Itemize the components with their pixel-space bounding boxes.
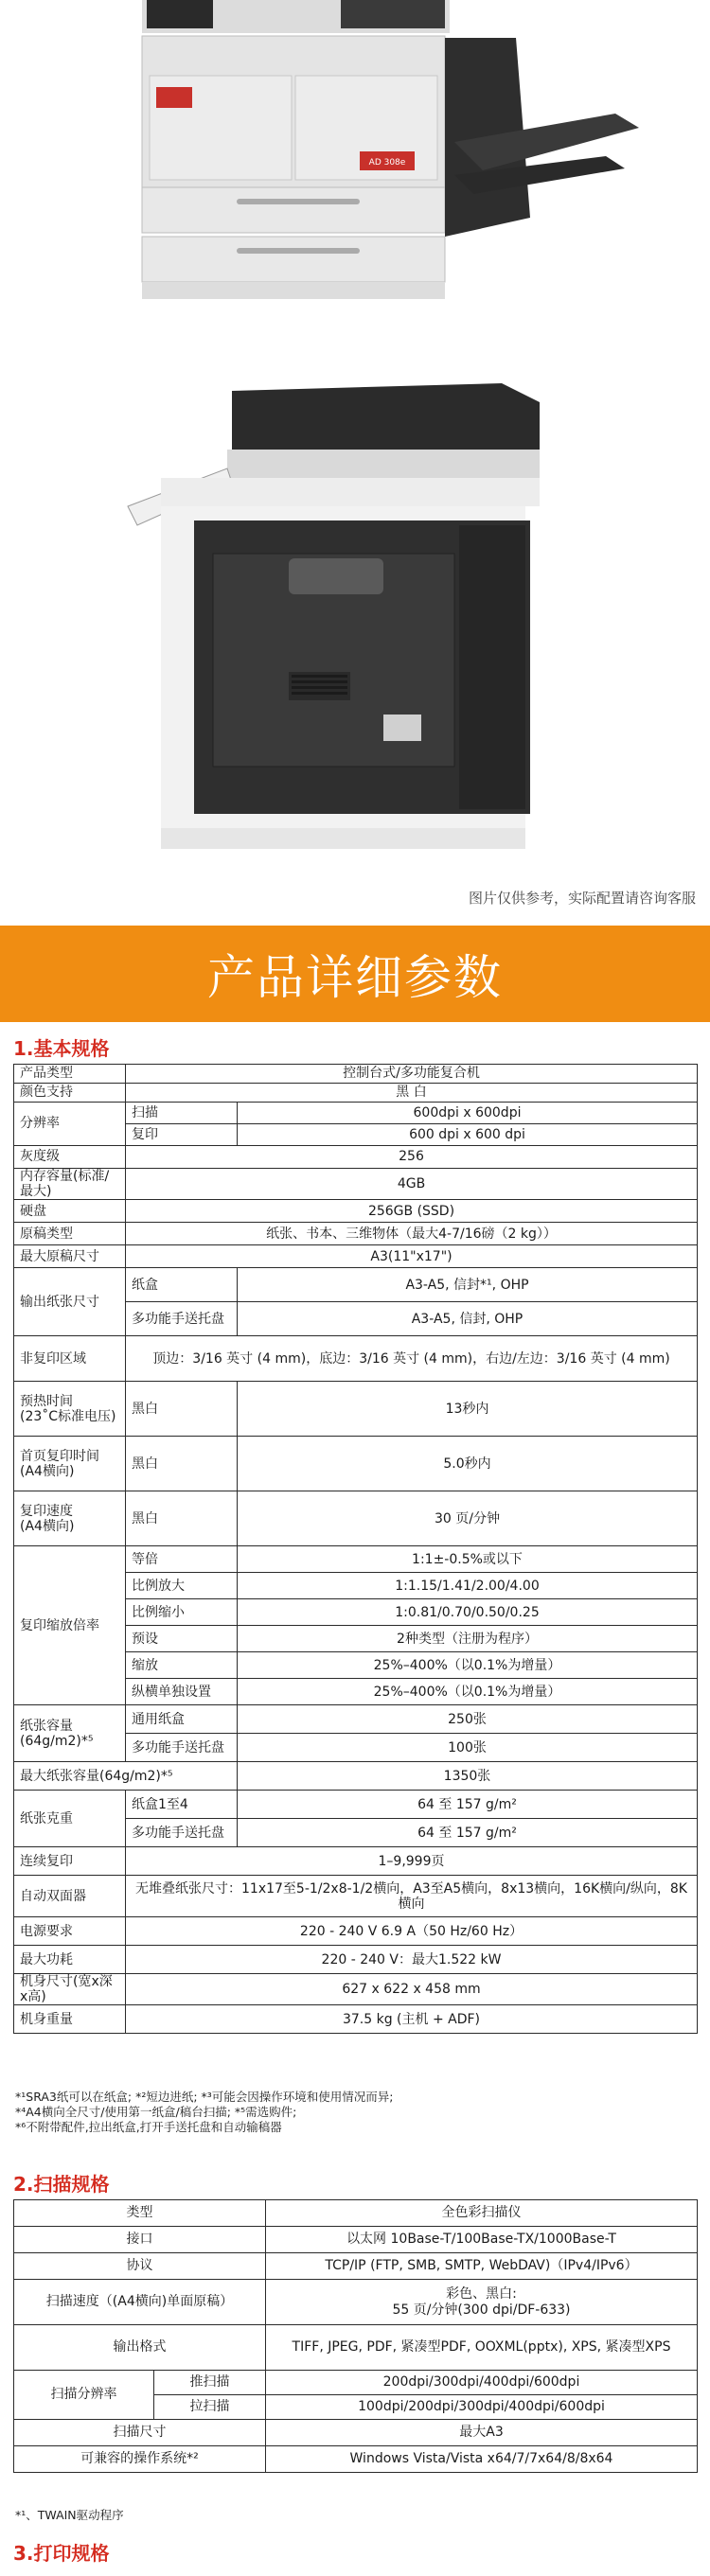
spec-sub: 拉扫描 <box>154 2395 266 2420</box>
table-row <box>14 1169 698 1200</box>
spec-value: 控制台式/多功能复合机 <box>126 1065 698 1084</box>
spec-key: 纸张克重 <box>14 1791 126 1847</box>
basic-spec-table <box>13 1064 698 2034</box>
copier-back-illustration <box>0 374 710 866</box>
spec-value: 256GB (SSD) <box>126 1200 698 1223</box>
spec-key: 内存容量(标准/最大) <box>14 1169 126 1200</box>
spec-key: 扫描尺寸 <box>14 2420 266 2446</box>
spec-key: 产品类型 <box>14 1065 126 1084</box>
product-photo-front <box>0 0 710 322</box>
spec-sub: 预设 <box>126 1626 238 1652</box>
spec-sub: 多功能手送托盘 <box>126 1302 238 1336</box>
spec-key: 预热时间 (23˚C标准电压) <box>14 1382 126 1437</box>
spec-value: A3(11"x17") <box>126 1245 698 1268</box>
spec-key: 最大功耗 <box>14 1946 126 1974</box>
spec-sub: 多功能手送托盘 <box>126 1819 238 1847</box>
spec-value: 顶边：3/16 英寸 (4 mm)，底边：3/16 英寸 (4 mm)，右边/左边：3/16 英寸 (4 mm) <box>126 1336 698 1382</box>
table-row <box>14 1791 698 1819</box>
spec-value: TCP/IP (FTP, SMB, SMTP, WebDAV)（IPv4/IPv6） <box>266 2253 698 2280</box>
spec-value: 100dpi/200dpi/300dpi/400dpi/600dpi <box>266 2395 698 2420</box>
spec-key: 非复印区域 <box>14 1336 126 1382</box>
copier-front-illustration <box>0 0 710 322</box>
spec-value: 1:1±-0.5%或以下 <box>238 1546 698 1573</box>
table-row <box>14 1762 698 1791</box>
table-row <box>14 1847 698 1876</box>
spec-sub: 纸盒1至4 <box>126 1791 238 1819</box>
table-row <box>14 1223 698 1245</box>
table-row <box>14 1065 698 1084</box>
table-row <box>14 1705 698 1734</box>
table-row <box>14 1382 698 1437</box>
table-row <box>14 2325 698 2371</box>
spec-key: 机身尺寸(宽x深x高) <box>14 1974 126 2005</box>
photo-caption: 图片仅供参考，实际配置请咨询客服 <box>468 890 696 907</box>
table-row <box>14 1084 698 1103</box>
spec-value: 13秒内 <box>238 1382 698 1437</box>
note-line: *¹SRA3纸可以在纸盒; *²短边进纸; *³可能会因操作环境和使用情况而异; <box>15 2090 394 2104</box>
table-row <box>14 2200 698 2227</box>
spec-value: 以太网 10Base-T/100Base-TX/1000Base-T <box>266 2227 698 2253</box>
model-label: AD 308e <box>368 158 406 168</box>
spec-value: 2种类型（注册为程序） <box>238 1626 698 1652</box>
spec-key: 复印速度 (A4横向) <box>14 1491 126 1546</box>
spec-value: A3-A5, 信封, OHP <box>238 1302 698 1336</box>
table-row <box>14 2371 698 2395</box>
spec-key: 最大纸张容量(64g/m2)*⁵ <box>14 1762 238 1791</box>
table-row <box>14 1974 698 2005</box>
spec-key: 输出格式 <box>14 2325 266 2371</box>
spec-sub: 纵横单独设置 <box>126 1679 238 1705</box>
spec-value: 64 至 157 g/m² <box>238 1819 698 1847</box>
spec-key: 类型 <box>14 2200 266 2227</box>
spec-value: 25%–400%（以0.1%为增量） <box>238 1679 698 1705</box>
spec-value: 100张 <box>238 1734 698 1762</box>
spec-key: 硬盘 <box>14 1200 126 1223</box>
banner-title: 产品详细参数 <box>207 950 503 1005</box>
spec-key: 机身重量 <box>14 2005 126 2034</box>
spec-key: 灰度级 <box>14 1146 126 1169</box>
spec-key: 复印缩放倍率 <box>14 1546 126 1705</box>
spec-sub: 扫描 <box>126 1103 238 1124</box>
table-row <box>14 1437 698 1491</box>
table-row <box>14 2005 698 2034</box>
spec-value: TIFF, JPEG, PDF, 紧凑型PDF, OOXML(pptx), XPS, 紧凑型XPS <box>266 2325 698 2371</box>
spec-value: 220 - 240 V：最大1.522 kW <box>126 1946 698 1974</box>
note-line: *⁶不附带配件,拉出纸盒,打开手送托盘和自动输稿器 <box>15 2120 282 2134</box>
spec-value: 黑 白 <box>126 1084 698 1103</box>
table-row <box>14 1946 698 1974</box>
spec-value: 全色彩扫描仪 <box>266 2200 698 2227</box>
scan-spec-table <box>13 2199 698 2473</box>
table-row <box>14 1245 698 1268</box>
table-row <box>14 2420 698 2446</box>
spec-value: Windows Vista/Vista x64/7/7x64/8/8x64 <box>266 2446 698 2473</box>
spec-value: 1:0.81/0.70/0.50/0.25 <box>238 1599 698 1626</box>
spec-value: 30 页/分钟 <box>238 1491 698 1546</box>
table-row <box>14 1268 698 1302</box>
spec-value: 彩色、黑白: 55 页/分钟(300 dpi/DF-633) <box>266 2280 698 2325</box>
spec-value: 64 至 157 g/m² <box>238 1791 698 1819</box>
spec-sub: 比例放大 <box>126 1573 238 1599</box>
spec-value: 250张 <box>238 1705 698 1734</box>
product-photo-back <box>0 374 710 866</box>
table-row <box>14 2227 698 2253</box>
table-row <box>14 1146 698 1169</box>
spec-key: 分辨率 <box>14 1103 126 1146</box>
spec-sub: 通用纸盒 <box>126 1705 238 1734</box>
spec-key: 接口 <box>14 2227 266 2253</box>
table-row <box>14 1103 698 1124</box>
section-title-scan: 2.扫描规格 <box>13 2173 110 2196</box>
spec-value: 无堆叠纸张尺寸：11x17至5-1/2x8-1/2横向，A3至A5横向，8x13横向，16K横向/纵向，8K横向 <box>126 1876 698 1917</box>
spec-key: 最大原稿尺寸 <box>14 1245 126 1268</box>
table-row <box>14 2253 698 2280</box>
spec-key: 颜色支持 <box>14 1084 126 1103</box>
section-title-print: 3.打印规格 <box>13 2542 110 2565</box>
spec-banner <box>0 926 710 1022</box>
spec-sub: 等倍 <box>126 1546 238 1573</box>
table-row <box>14 1491 698 1546</box>
section-title-basic: 1.基本规格 <box>13 1037 110 1060</box>
spec-key: 输出纸张尺寸 <box>14 1268 126 1336</box>
spec-value: 256 <box>126 1146 698 1169</box>
spec-value: 1–9,999页 <box>126 1847 698 1876</box>
spec-value: 最大A3 <box>266 2420 698 2446</box>
spec-key: 首页复印时间 (A4横向) <box>14 1437 126 1491</box>
spec-value: 5.0秒内 <box>238 1437 698 1491</box>
spec-sub: 复印 <box>126 1124 238 1146</box>
spec-value: 37.5 kg (主机 + ADF) <box>126 2005 698 2034</box>
note-line: *⁴A4横向全尺寸/使用第一纸盒/稿台扫描; *⁵需选购件; <box>15 2105 297 2119</box>
table-row <box>14 1546 698 1573</box>
spec-key: 可兼容的操作系统*² <box>14 2446 266 2473</box>
spec-key: 纸张容量 (64g/m2)*⁵ <box>14 1705 126 1762</box>
spec-sub: 黑白 <box>126 1437 238 1491</box>
spec-value: 220 - 240 V 6.9 A（50 Hz/60 Hz） <box>126 1917 698 1946</box>
spec-value: A3-A5, 信封*¹, OHP <box>238 1268 698 1302</box>
spec-key: 原稿类型 <box>14 1223 126 1245</box>
spec-key: 扫描分辨率 <box>14 2371 154 2420</box>
spec-key: 连续复印 <box>14 1847 126 1876</box>
spec-value: 1:1.15/1.41/2.00/4.00 <box>238 1573 698 1599</box>
spec-key: 自动双面器 <box>14 1876 126 1917</box>
spec-key: 协议 <box>14 2253 266 2280</box>
spec-value: 25%–400%（以0.1%为增量） <box>238 1652 698 1679</box>
spec-key: 电源要求 <box>14 1917 126 1946</box>
table-row <box>14 2446 698 2473</box>
spec-value: 200dpi/300dpi/400dpi/600dpi <box>266 2371 698 2395</box>
scan-spec-note: *¹、TWAIN驱动程序 <box>15 2508 124 2522</box>
table-row <box>14 1336 698 1382</box>
spec-value: 1350张 <box>238 1762 698 1791</box>
spec-value: 627 x 622 x 458 mm <box>126 1974 698 2005</box>
spec-value: 纸张、书本、三维物体（最大4-7/16磅（2 kg）） <box>126 1223 698 1245</box>
table-row <box>14 1876 698 1917</box>
spec-sub: 纸盒 <box>126 1268 238 1302</box>
spec-value: 600 dpi x 600 dpi <box>238 1124 698 1146</box>
spec-sub: 推扫描 <box>154 2371 266 2395</box>
spec-key: 扫描速度（(A4横向)单面原稿） <box>14 2280 266 2325</box>
basic-spec-notes <box>15 2090 393 2135</box>
spec-sub: 黑白 <box>126 1382 238 1437</box>
spec-sub: 黑白 <box>126 1491 238 1546</box>
table-row <box>14 2280 698 2325</box>
table-row <box>14 1200 698 1223</box>
spec-sub: 缩放 <box>126 1652 238 1679</box>
spec-sub: 多功能手送托盘 <box>126 1734 238 1762</box>
table-row <box>14 1917 698 1946</box>
spec-value: 600dpi x 600dpi <box>238 1103 698 1124</box>
spec-value: 4GB <box>126 1169 698 1200</box>
spec-sub: 比例缩小 <box>126 1599 238 1626</box>
